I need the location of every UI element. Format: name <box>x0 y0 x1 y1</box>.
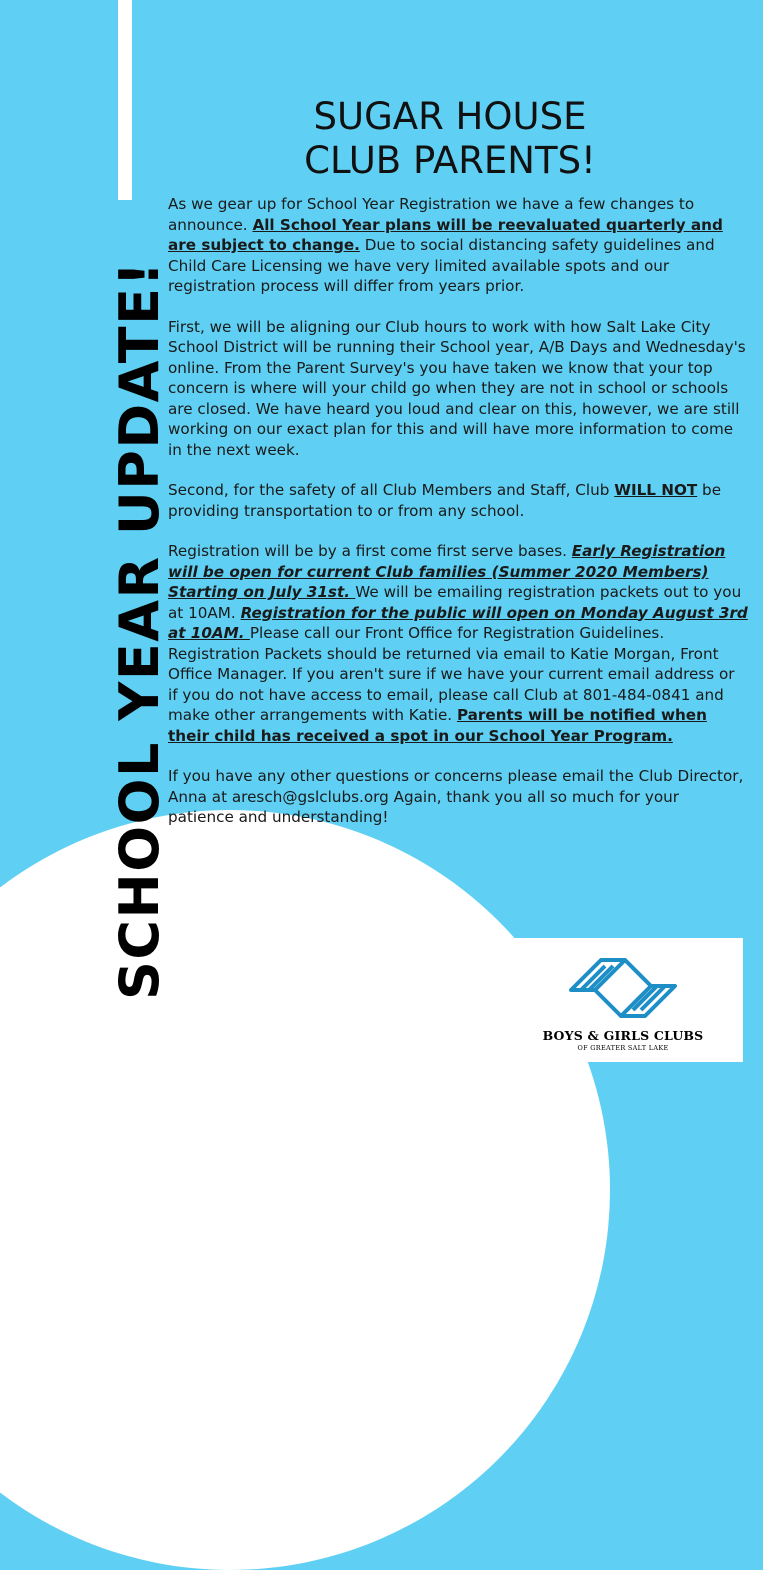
text-run: Please call our Front Office for Registration Guidelines. Registration Packets should be returned via email to Katie Morgan, Front Office Manager. If you aren't sure if we have your current email address or if you do not have access to email, please call Club at 801-484-0841 and make other arrangements with Katie. <box>168 624 735 724</box>
text-run: We will be emailing registration packets out to you at 10AM. <box>168 583 742 622</box>
logo-name: BOYS & GIRLS CLUBS <box>542 1028 704 1043</box>
paragraph-transportation <box>168 480 748 521</box>
logo-subtitle: OF GREATER SALT LAKE <box>577 1044 669 1052</box>
paragraph-registration <box>168 541 748 746</box>
emphasis-text: Parents will be notified when their child has received a spot in our School Year Program. <box>168 706 707 745</box>
background-circle <box>0 810 610 1570</box>
emphasis-text: Early Registration will be open for current Club families (Summer 2020 Members) Starting on July 31st. <box>168 542 726 601</box>
paragraph-intro <box>168 194 748 297</box>
text-run: Registration will be by a first come first serve bases. <box>168 542 572 560</box>
text-run: As we gear up for School Year Registration we have a few changes to announce. <box>168 195 695 234</box>
letter-body <box>168 194 748 848</box>
club-logo <box>503 938 743 1062</box>
title-line-2: CLUB PARENTS! <box>304 138 596 182</box>
emphasis-text: All School Year plans will be reevaluated quarterly and are subject to change. <box>168 215 723 254</box>
text-run: Second, for the safety of all Club Members and Staff, Club <box>168 481 615 499</box>
hands-logo-icon <box>563 950 683 1026</box>
side-title: SCHOOL YEAR UPDATE! <box>108 260 171 1000</box>
page-title <box>250 95 650 183</box>
emphasis-text: WILL NOT <box>614 481 698 499</box>
decorative-bar <box>118 0 132 200</box>
paragraph-hours: First, we will be aligning our Club hours to work with how Salt Lake City School District will be running their School year, A/B Days and Wednesday's online. From the Parent Survey's you have taken we know that your top concern is where will your child go when they are not in school or schools are closed. We have heard you loud and clear on this, however, we are still working on our exact plan for this and will have more information to come in the next week. <box>168 317 746 459</box>
emphasis-text: Registration for the public will open on Monday August 3rd at 10AM. <box>168 603 748 642</box>
title-line-1: SUGAR HOUSE <box>313 94 587 138</box>
paragraph-contact: If you have any other questions or concerns please email the Club Director, Anna at aresch@gslclubs.org Again, thank you all so much for your patience and understanding! <box>168 767 744 826</box>
text-run: Due to social distancing safety guidelines and Child Care Licensing we have very limited available spots and our registration process will differ from years prior. <box>168 236 715 295</box>
text-run: be providing transportation to or from any school. <box>168 481 722 520</box>
